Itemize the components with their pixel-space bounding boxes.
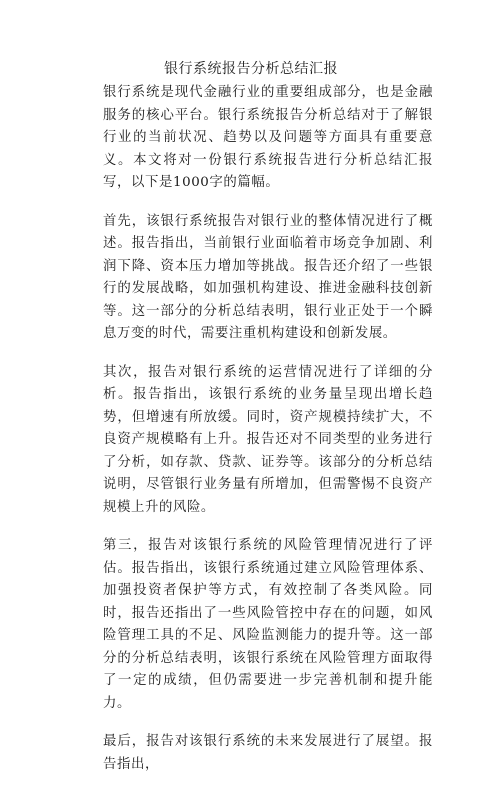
paragraph-outlook: 最后，报告对该银行系统的未来发展进行了展望。报告指出， [103, 734, 433, 772]
paragraph-overview: 首先，该银行系统报告对银行业的整体情况进行了概述。报告指出，当前银行业面临着市场竞争加剧、利润下降、资本压力增加等挑战。报告还介绍了一些银行的发展战略，如加强机构建设、推进金融科技创新等。这一部分的分析总结表明，银行业正处于一个瞬息万变的时代，需要注重机构建设和创新发展。 [103, 213, 433, 341]
paragraph-operations: 其次，报告对银行系统的运营情况进行了详细的分析。报告指出，该银行系统的业务量呈现出增长趋势，但增速有所放缓。同时，资产规模持续扩大，不良资产规模略有上升。报告还对不同类型的业务进行了分析，如存款、贷款、证券等。该部分的分析总结说明，尽管银行业务量有所增加，但需警惕不良资产规模上升的风险。 [103, 364, 433, 515]
paragraph-risk-management: 第三，报告对该银行系统的风险管理情况进行了评估。报告指出，该银行系统通过建立风险管理体系、加强投资者保护等方式，有效控制了各类风险。同时，报告还指出了一些风险管控中存在的问题，如风险管理工具的不足、风险监测能力的提升等。这一部分的分析总结表明，该银行系统在风险管理方面取得了一定的成绩，但仍需要进一步完善机制和提升能力。 [103, 538, 433, 711]
document-title: 银行系统报告分析总结汇报 [164, 61, 338, 77]
paragraph-intro: 银行系统是现代金融行业的重要组成部分，也是金融服务的核心平台。银行系统报告分析总结对于了解银行业的当前状况、趋势以及问题等方面具有重要意义。本文将对一份银行系统报告进行分析总结汇报写，以下是1000字的篇幅。 [103, 85, 433, 190]
document-body [103, 82, 433, 792]
